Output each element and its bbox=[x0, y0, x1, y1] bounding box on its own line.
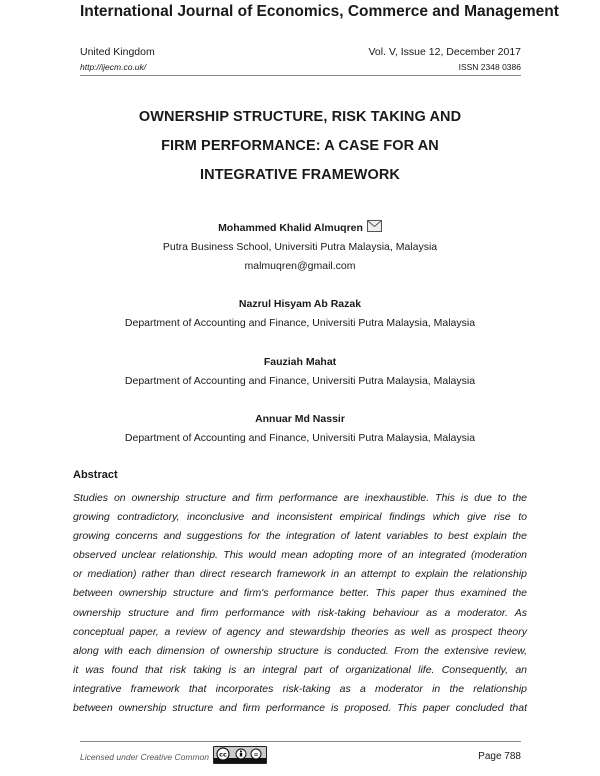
abstract-heading: Abstract bbox=[73, 469, 118, 481]
envelope-icon[interactable] bbox=[367, 220, 382, 232]
author-name: Nazrul Hisyam Ab Razak bbox=[238, 298, 362, 310]
creative-commons-badge-icon[interactable] bbox=[213, 746, 267, 764]
title-line: INTEGRATIVE FRAMEWORK bbox=[200, 167, 400, 183]
author-block bbox=[60, 295, 540, 333]
abstract-line: Studies on ownership structure and firm performance are inexhaustible. This is due to the bbox=[73, 492, 527, 504]
paper-title bbox=[60, 103, 540, 190]
author-affiliation: Department of Accounting and Finance, Universiti Putra Malaysia, Malaysia bbox=[124, 375, 476, 387]
abstract-line: along with each dimension of ownership structure is conducted. From the extensive review, bbox=[73, 644, 527, 657]
abstract-line: between ownership structure and firm's performance better. This paper thus examined the bbox=[73, 587, 527, 600]
author-affiliation: Department of Accounting and Finance, Universiti Putra Malaysia, Malaysia bbox=[124, 317, 476, 329]
title-line: OWNERSHIP STRUCTURE, RISK TAKING AND bbox=[138, 109, 462, 125]
abstract-line: growing concerns and suggestions for the integration of latent variables to best explain the bbox=[73, 530, 527, 543]
svg-text:cc: cc bbox=[219, 750, 227, 759]
journal-name: International Journal of Economics, Commerce and Management bbox=[80, 3, 559, 20]
abstract-line: or mediation) rather than direct research framework in an attempt to explain the relationship bbox=[73, 568, 527, 581]
abstract-line: observed unclear relationship. This would mean adopting more of an integrated (moderation bbox=[73, 549, 527, 562]
title-line: FIRM PERFORMANCE: A CASE FOR AN bbox=[161, 138, 439, 154]
author-block bbox=[60, 410, 540, 448]
author-name: Fauziah Mahat bbox=[263, 356, 337, 368]
abstract-body bbox=[73, 489, 527, 718]
author-email[interactable]: malmuqren@gmail.com bbox=[244, 260, 356, 272]
abstract-line: conceptual paper, a review of agency and stewardship theories as well as prospect theory bbox=[73, 625, 527, 638]
abstract-line: ownership structure and firm performance with risk-taking behaviour as a moderator. As bbox=[73, 606, 527, 619]
abstract-line: growing contradictory, inconclusive and inconsistent empirical findings which give rise to bbox=[73, 511, 527, 524]
journal-url[interactable]: http://ijecm.co.uk/ bbox=[80, 62, 147, 72]
svg-text:=: = bbox=[253, 751, 259, 759]
journal-issn: ISSN 2348 0386 bbox=[458, 62, 521, 72]
footer-divider bbox=[80, 741, 521, 742]
journal-volume: Vol. V, Issue 12, December 2017 bbox=[368, 46, 521, 58]
abstract-line: integrative framework that incorporates risk-taking as a moderator in the relationship bbox=[73, 682, 527, 695]
author-affiliation: Department of Accounting and Finance, Universiti Putra Malaysia, Malaysia bbox=[124, 432, 476, 444]
author-name-text: Mohammed Khalid Almuqren bbox=[218, 222, 363, 234]
author-name bbox=[60, 219, 540, 238]
author-name: Annuar Md Nassir bbox=[255, 413, 345, 425]
abstract-line: between ownership structure and firm performance is proposed. This paper concluded that bbox=[73, 702, 527, 715]
journal-country: United Kingdom bbox=[80, 46, 155, 58]
author-block bbox=[60, 353, 540, 391]
author-block bbox=[60, 219, 540, 276]
page-number: Page 788 bbox=[478, 751, 521, 762]
header-divider bbox=[80, 75, 521, 76]
abstract-line: it was found that risk taking is an integral part of organizational life. Consequently, an bbox=[73, 663, 527, 676]
license-text: Licensed under Creative Common bbox=[80, 752, 209, 762]
author-affiliation: Putra Business School, Universiti Putra Malaysia, Malaysia bbox=[162, 241, 438, 253]
